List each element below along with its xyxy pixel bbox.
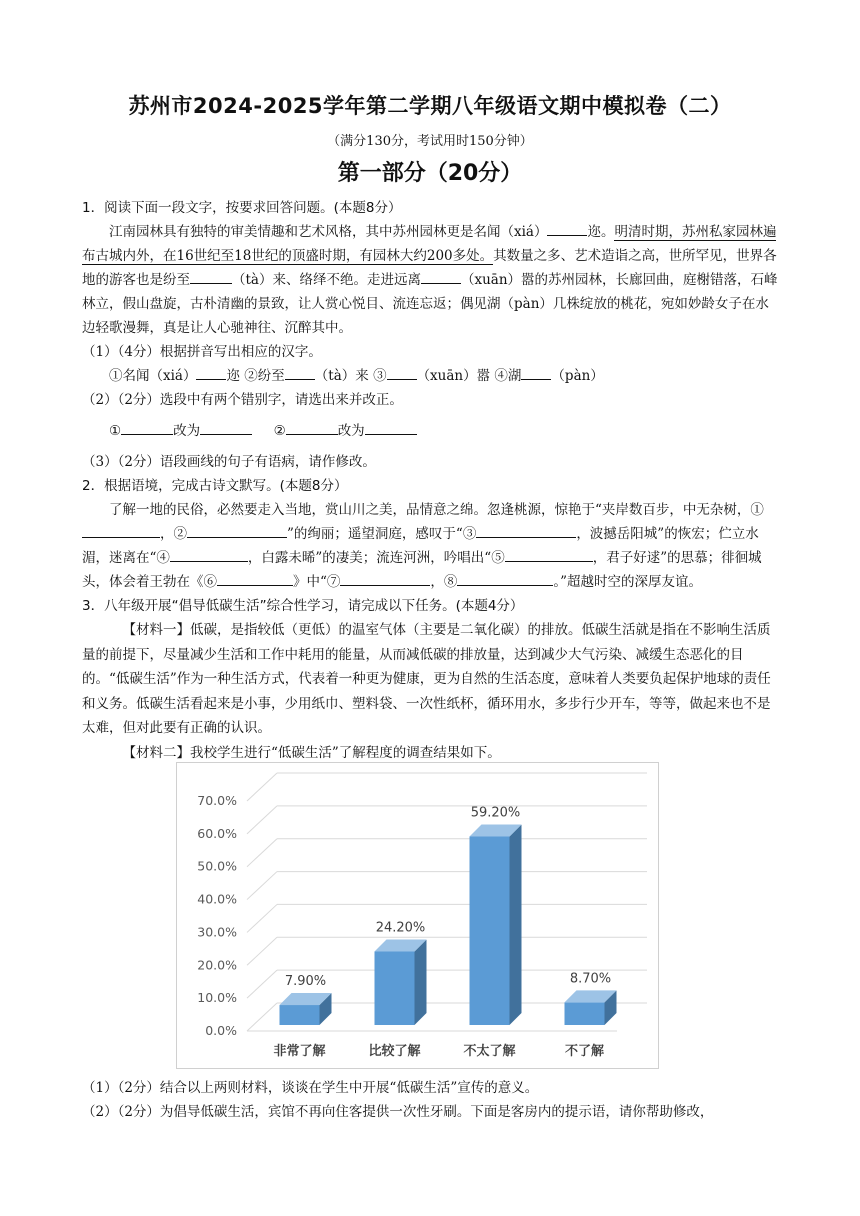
q3-sub1: （1）（2分）结合以上两则材料，谈谈在学生中开展“低碳生活”宣传的意义。 xyxy=(82,1080,539,1096)
q1-item-label: 改为 xyxy=(337,423,365,439)
q1-item-label: 迩 xyxy=(226,368,240,384)
q2-text: ， xyxy=(430,574,444,590)
q2-number: ⑧ xyxy=(443,574,458,590)
q2-blank-5[interactable] xyxy=(505,546,593,562)
y-tick-label: 30.0% xyxy=(197,924,237,940)
gridline xyxy=(247,872,277,900)
bar-side xyxy=(510,824,522,1025)
q1-passage-d: （tà）来、络绎不绝。走进远离 xyxy=(232,272,421,288)
q1-blank-ta[interactable] xyxy=(190,268,232,284)
q2-number: ，② xyxy=(160,526,187,542)
q3-subquestions xyxy=(82,1076,782,1124)
q2-blank-2[interactable] xyxy=(187,522,287,538)
q2-blank-6[interactable] xyxy=(217,570,293,586)
part-title: 第一部分（20分） xyxy=(337,161,523,186)
data-label: 7.90% xyxy=(284,974,327,990)
q1-stem: 1．阅读下面一段文字，按要求回答问题。(本题8分） xyxy=(82,200,402,216)
q2-number: ⑦ xyxy=(326,574,341,590)
bar-front xyxy=(375,951,415,1025)
q1-sub3: （3）（2分）语段画线的句子有语病，请作修改。 xyxy=(82,454,376,470)
category-label: 非常了解 xyxy=(273,1044,326,1059)
q2-text: ，白露未晞”的凄美；流连河洲，吟唱出“ xyxy=(247,550,492,566)
q1-answer-blank[interactable] xyxy=(196,364,226,380)
q1-sub1: （1）（4分）根据拼音写出相应的汉字。 xyxy=(82,344,322,360)
material-text: 我校学生进行“低碳生活”了解程度的调查结果如下。 xyxy=(190,744,501,761)
q1-item-label: ②纷至 xyxy=(244,368,285,384)
bar-front xyxy=(280,1005,320,1025)
category-label: 不了解 xyxy=(564,1044,605,1059)
gridline xyxy=(247,1003,277,1031)
q2-passage xyxy=(82,498,782,594)
q2-number: ③ xyxy=(462,526,477,542)
q1-blank-xia[interactable] xyxy=(547,220,587,236)
q2-number: ① xyxy=(750,502,764,518)
q1-passage-a: 江南园林具有独特的审美情趣和艺术风格，其中苏州园林更是名闻（xiá） xyxy=(109,224,548,240)
q2-text: ，波撼岳阳城”的恢宏；伫立水湄，迷离在“ xyxy=(82,526,759,566)
bar-front xyxy=(565,1002,605,1025)
bar-side xyxy=(415,939,427,1025)
q1-item-label: ① xyxy=(109,423,122,439)
q1-answer-blank[interactable] xyxy=(387,364,417,380)
y-tick-label: 50.0% xyxy=(197,858,237,874)
q1-passage-e: （xuān）嚣的苏州园林，长廊回曲，庭榭错落，石峰林立，假山盘旋，古朴清幽的景致，让人赏心悦目、流连忘返；偶见湖（pàn）几株绽放的桃花，宛如妙龄女子在水边轻歌漫舞，真是让人心驰神往、沉醉其中。 xyxy=(82,272,778,336)
y-tick-label: 70.0% xyxy=(197,793,237,808)
gridline xyxy=(247,806,277,834)
q2-blank-3[interactable] xyxy=(476,522,576,538)
q1-answer-blank[interactable] xyxy=(286,419,338,435)
gridline xyxy=(247,773,277,801)
q2-text: 。”超越时空的深厚友谊。 xyxy=(553,574,703,590)
q1-item-label: （pàn） xyxy=(551,368,604,384)
q1-sub2-items xyxy=(82,416,782,446)
material-label: 【材料一】 xyxy=(122,622,190,638)
bar-front xyxy=(470,836,510,1025)
q1-sub2: （2）（2分）选段中有两个错别字，请选出来并改正。 xyxy=(82,392,403,408)
survey-bar-chart xyxy=(176,762,659,1069)
y-tick-label: 20.0% xyxy=(197,957,237,973)
y-tick-label: 10.0% xyxy=(197,990,237,1006)
exam-title: 苏州市2024-2025学年第二学期八年级语文期中模拟卷（二） xyxy=(128,94,732,118)
data-label: 24.20% xyxy=(375,920,426,936)
q1-item-label: 改为 xyxy=(173,423,201,439)
data-label: 59.20% xyxy=(470,805,521,821)
category-label: 比较了解 xyxy=(368,1044,421,1059)
q2-text: 了解一地的民俗，必然要走入当地，赏山川之美，品情意之绵。忽逢桃源，惊艳于“夹岸数百步，中无杂树， xyxy=(109,502,751,518)
q3-stem: 3．八年级开展“倡导低碳生活”综合性学习，请完成以下任务。(本题4分） xyxy=(82,598,524,614)
q2-number: ⑥ xyxy=(203,574,217,590)
q2-blank-1[interactable] xyxy=(82,522,160,538)
q1-item-label: （xuān）嚣 xyxy=(416,368,491,384)
y-tick-label: 40.0% xyxy=(197,891,237,907)
y-tick-label: 0.0% xyxy=(205,1023,237,1038)
q2-number: ④ xyxy=(156,550,170,566)
gridline xyxy=(247,904,277,932)
q1-answer-blank[interactable] xyxy=(521,364,551,380)
data-label: 8.70% xyxy=(569,971,612,987)
q2-blank-8[interactable] xyxy=(457,570,553,586)
q1-answer-blank[interactable] xyxy=(365,419,417,435)
q1-item-label: ④湖 xyxy=(494,368,522,384)
question-content xyxy=(82,196,782,765)
q1-blank-xuan[interactable] xyxy=(421,268,461,284)
q3-sub2: （2）（2分）为倡导低碳生活，宾馆不再向住客提供一次性牙刷。下面是客房内的提示语，请你帮助修改， xyxy=(82,1104,714,1120)
q1-passage-b: 迩。 xyxy=(587,224,615,240)
q1-passage-c: 其数量之多、艺术造诣之高，世所罕见，世界各地的游客也是纷至 xyxy=(82,248,777,288)
q3-materials xyxy=(82,618,782,765)
q1-item-label: ② xyxy=(273,423,286,439)
q3-material-one xyxy=(82,618,782,741)
q1-answer-blank[interactable] xyxy=(121,419,173,435)
gridline xyxy=(247,937,277,965)
chart-svg xyxy=(177,763,658,1068)
q2-text: 》中“ xyxy=(293,574,327,590)
exam-subtitle: （满分130分，考试用时150分钟） xyxy=(327,134,533,149)
y-tick-label: 60.0% xyxy=(197,825,237,841)
q2-stem: 2．根据语境，完成古诗文默写。(本题8分） xyxy=(82,478,348,494)
gridline xyxy=(247,839,277,867)
q2-number: ⑤ xyxy=(491,550,505,566)
q2-text: ，君子好逑”的思慕；徘徊城头，体会着王勃在《 xyxy=(82,550,762,590)
q2-blank-7[interactable] xyxy=(340,570,430,586)
category-label: 不太了解 xyxy=(463,1044,516,1059)
q1-passage xyxy=(82,220,782,340)
material-label: 【材料二】 xyxy=(122,744,190,761)
q2-blank-4[interactable] xyxy=(170,546,248,562)
gridline xyxy=(247,970,277,998)
q2-text: ”的绚丽；遥望洞庭，感叹于“ xyxy=(287,526,463,542)
material-text: 低碳，是指较低（更低）的温室气体（主要是二氧化碳）的排放。低碳生活就是指在不影响生活质量的前提下，尽量减少生活和工作中耗用的能量，从而减低碳的排放量，达到减少大气污染、减缓生态恶化的目的。“低碳生活”作为一种生活方式，代表着一种更为健康，更为自然的生活态度，意味着人类要负起保护地球的责任和义务。低碳生活看起来是小事，少用纸巾、塑料袋、一次性纸杯，循环用水，多步行少开车，等等，做起来也不是太难，但对此要有正确的认识。 xyxy=(82,622,771,736)
q1-answer-blank[interactable] xyxy=(200,419,252,435)
q1-underlined-sentence: 明清时期，苏州私家园林遍布古城内外，在16世纪至18世纪的顶盛时期，有园林大约200多处。 xyxy=(82,224,777,264)
q1-item-label: ①名闻（xiá） xyxy=(109,368,197,384)
q1-answer-blank[interactable] xyxy=(285,364,315,380)
q1-item-label: （tà）来 xyxy=(314,368,369,384)
q1-item-label: ③ xyxy=(373,368,387,384)
q1-sub1-items xyxy=(82,364,782,388)
